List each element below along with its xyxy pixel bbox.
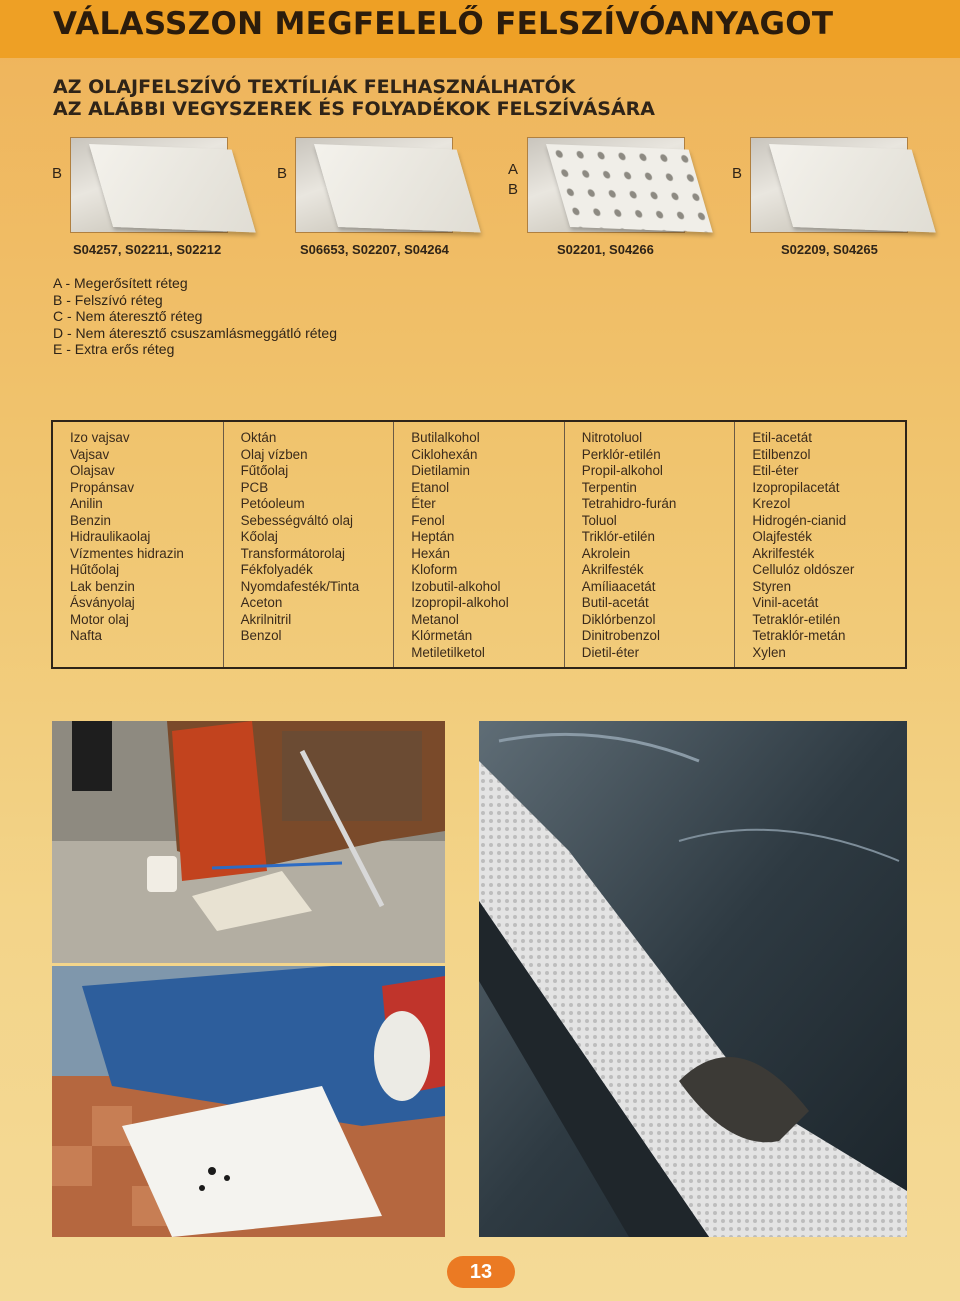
chemical-item: Diklórbenzol bbox=[581, 611, 656, 627]
layer-legend bbox=[53, 275, 337, 358]
product-2-layers bbox=[277, 164, 287, 184]
chemical-item: Kőolaj bbox=[240, 529, 278, 544]
chemical-item: Vajsav bbox=[70, 446, 110, 462]
legend-item: E - Extra erős réteg bbox=[53, 341, 175, 357]
subtitle-line-1: AZ OLAJFELSZÍVÓ TEXTÍLIÁK FELHASZNÁLHATÓK bbox=[53, 76, 576, 98]
chemical-item: Amíliaacetát bbox=[581, 578, 656, 594]
chemical-item: Hűtőolaj bbox=[70, 562, 120, 577]
product-3-codes: S02201, S04266 bbox=[557, 242, 654, 257]
chemical-item: Oktán bbox=[240, 430, 277, 445]
product-1-layers bbox=[52, 164, 62, 184]
chemical-item: Motor olaj bbox=[70, 611, 129, 627]
chemical-item: Akrilnitril bbox=[240, 611, 292, 627]
product-2-image bbox=[295, 137, 453, 233]
photo-machine-absorbent bbox=[52, 966, 445, 1237]
chemical-item: Propánsav bbox=[70, 479, 135, 495]
photo-vehicle-spill bbox=[52, 721, 445, 963]
chemical-item: Izopropilacetát bbox=[752, 479, 840, 495]
chemical-item: Benzol bbox=[240, 628, 282, 643]
layer-letter: B bbox=[277, 165, 288, 182]
chemical-item: Hexán bbox=[411, 545, 450, 561]
chemical-item: Heptán bbox=[411, 529, 455, 544]
chemical-item: Izopropil-alkohol bbox=[411, 595, 509, 610]
chemical-item: Butil-acetát bbox=[581, 595, 649, 610]
chemical-item: Nyomdafesték/Tinta bbox=[240, 578, 360, 594]
chemical-item: Akrolein bbox=[581, 545, 631, 561]
chemical-item: Etil-acetát bbox=[752, 430, 812, 445]
chemical-item: Tetrahidro-furán bbox=[581, 496, 677, 511]
chemical-item: Terpentin bbox=[581, 479, 637, 495]
chemicals-column-3 bbox=[394, 422, 565, 667]
chemical-item: Perklór-etilén bbox=[581, 446, 661, 462]
chemical-item: Xylen bbox=[752, 644, 786, 660]
page-title: VÁLASSZON MEGFELELŐ FELSZÍVÓANYAGOT bbox=[53, 6, 834, 42]
chemical-item: Propil-alkohol bbox=[581, 463, 663, 478]
chemical-item: Fenol bbox=[411, 512, 445, 528]
chemical-item: Dietilamin bbox=[411, 463, 470, 478]
chemical-item: Anilin bbox=[70, 496, 103, 511]
layer-letter: B bbox=[52, 165, 63, 182]
chemical-item: Metanol bbox=[411, 611, 459, 627]
chemical-item: Ciklohexán bbox=[411, 446, 478, 462]
product-4-image bbox=[750, 137, 908, 233]
chemical-item: Klórmetán bbox=[411, 628, 473, 643]
chemical-item: Toluol bbox=[581, 512, 617, 528]
chemical-item: Vízmentes hidrazin bbox=[70, 545, 184, 561]
chemical-item: Nafta bbox=[70, 628, 103, 643]
page-number-badge: 13 bbox=[447, 1256, 515, 1288]
legend-item: D - Nem áteresztő csuszamlásmeggátló réteg bbox=[53, 324, 337, 341]
subtitle bbox=[53, 76, 655, 120]
product-1-image bbox=[70, 137, 228, 233]
chemical-item: Fűtőolaj bbox=[240, 463, 289, 478]
layer-letter: B bbox=[732, 165, 743, 182]
chemical-item: Ásványolaj bbox=[70, 595, 135, 610]
product-2-codes: S06653, S02207, S04264 bbox=[300, 242, 449, 257]
chemical-item: Olajfesték bbox=[752, 529, 812, 544]
chemical-item: Tetraklór-etilén bbox=[752, 611, 841, 627]
chemical-item: Izobutil-alkohol bbox=[411, 578, 501, 594]
chemical-item: Sebességváltó olaj bbox=[240, 512, 354, 528]
chemical-item: Benzin bbox=[70, 512, 111, 528]
chemical-item: Nitrotoluol bbox=[581, 430, 643, 445]
chemical-item: Tetraklór-metán bbox=[752, 628, 846, 643]
chemical-item: Krezol bbox=[752, 496, 791, 511]
chemical-item: Akrilfesték bbox=[752, 545, 815, 561]
photo-water-absorbent-roll bbox=[479, 721, 907, 1237]
subtitle-line-2: AZ ALÁBBI VEGYSZEREK ÉS FOLYADÉKOK FELSZÍVÁSÁRA bbox=[53, 98, 656, 120]
chemical-item: Hidrogén-cianid bbox=[752, 512, 847, 528]
layer-letter: A bbox=[508, 161, 519, 178]
product-1-codes: S04257, S02211, S02212 bbox=[73, 242, 222, 257]
product-4-codes: S02209, S04265 bbox=[781, 242, 878, 257]
chemical-item: Éter bbox=[411, 496, 436, 511]
chemical-item: Petóoleum bbox=[240, 496, 305, 511]
chemical-item: Akrilfesték bbox=[581, 562, 644, 577]
chemical-item: Styren bbox=[752, 578, 792, 594]
product-3-layers bbox=[508, 160, 518, 200]
chemical-item: Izo vajsav bbox=[70, 430, 130, 445]
chemical-item: Transformátorolaj bbox=[240, 545, 346, 561]
layer-letter: B bbox=[508, 181, 519, 198]
chemical-item: Butilalkohol bbox=[411, 430, 480, 445]
chemicals-column-2 bbox=[224, 422, 395, 667]
chemical-item: PCB bbox=[240, 479, 269, 495]
product-4-layers bbox=[732, 164, 742, 184]
chemical-item: Olajsav bbox=[70, 463, 115, 478]
legend-item: A - Megerősített réteg bbox=[53, 275, 188, 291]
legend-item: C - Nem áteresztő réteg bbox=[53, 308, 203, 324]
chemicals-column-4 bbox=[565, 422, 736, 667]
chemicals-column-5 bbox=[735, 422, 905, 667]
chemical-item: Fékfolyadék bbox=[240, 562, 313, 577]
chemical-item: Aceton bbox=[240, 595, 283, 610]
chemical-item: Etil-éter bbox=[752, 463, 799, 478]
chemical-item: Triklór-etilén bbox=[581, 529, 655, 544]
chemical-item: Hidraulikaolaj bbox=[70, 529, 151, 544]
legend-item: B - Felszívó réteg bbox=[53, 291, 163, 308]
chemical-item: Dinitrobenzol bbox=[581, 628, 660, 643]
chemical-item: Vinil-acetát bbox=[752, 595, 819, 610]
chemical-item: Olaj vízben bbox=[240, 446, 308, 462]
chemical-item: Etanol bbox=[411, 479, 450, 495]
chemical-item: Etilbenzol bbox=[752, 446, 811, 462]
chemicals-table bbox=[51, 420, 907, 669]
chemical-item: Cellulóz oldószer bbox=[752, 562, 855, 577]
chemical-item: Kloform bbox=[411, 562, 458, 577]
chemical-item: Metiletilketol bbox=[411, 644, 485, 660]
chemical-item: Dietil-éter bbox=[581, 644, 640, 660]
product-3-image bbox=[527, 137, 685, 233]
chemicals-column-1 bbox=[53, 422, 224, 667]
chemical-item: Lak benzin bbox=[70, 578, 135, 594]
